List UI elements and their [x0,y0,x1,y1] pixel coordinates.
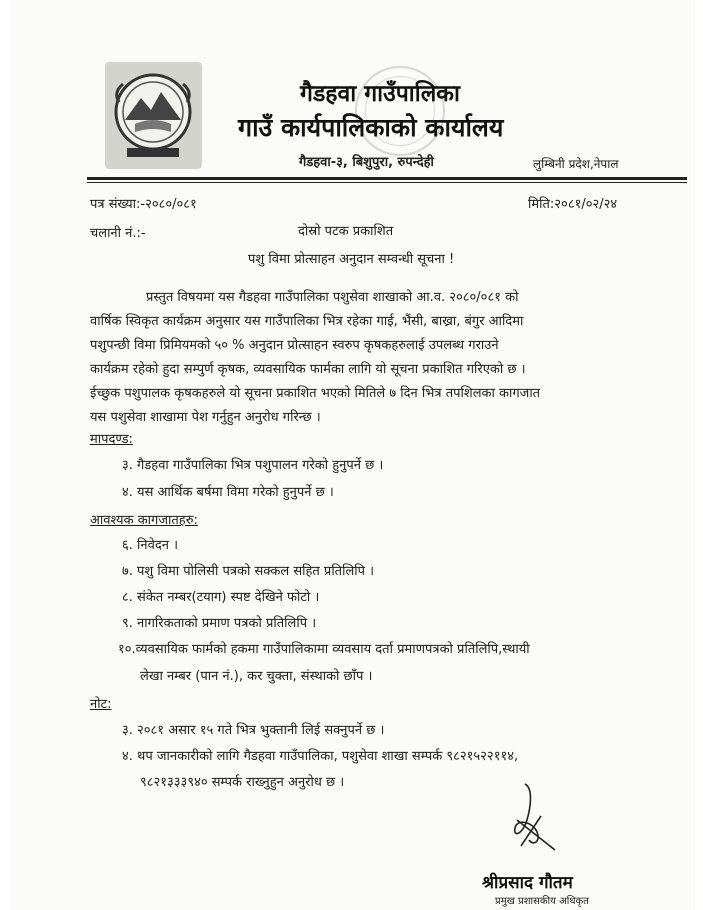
header-divider-thin [87,182,687,183]
signatory-designation: प्रमुख प्रशासकीय अधिकृत [495,896,589,907]
header-divider [87,177,687,180]
document-item: ७. पशु विमा पोलिसी पत्रको सक्कल सहित प्रतिलिपि । [122,564,375,579]
document-item: ८. संकेत नम्बर(टयाग) स्पष्ट देखिने फोटो । [122,590,320,605]
notes-heading: नोट: [90,697,112,712]
body-line: ईच्छुक पशुपालक कृषकहरुले यो सूचना प्रकाशित भएको मितिले ७ दिन भित्र तपशिलका कागजात [90,386,541,401]
document-item-continued: लेखा नम्बर (पान नं.), कर चुक्ता, संस्थाको छाँप । [140,669,373,684]
handwritten-signature [503,776,563,856]
letter-date: मिति:२०८१/०२/२४ [528,197,618,212]
body-line: यस पशुसेवा शाखामा पेश गर्नुहुन अनुरोध गरिन्छ । [90,410,321,425]
body-line: प्रस्तुत विषयमा यस गैडहवा गाउँपालिका पशुसेवा शाखाको आ.व. २०८०/०८१ को [146,290,519,305]
criteria-item: ३. गैडहवा गाउँपालिका भित्र पशुपालन गरेको हुनुपर्ने छ । [122,458,384,473]
province-name: लुम्बिनी प्रदेश,नेपाल [533,157,619,171]
dispatch-number: चलानी नं.:- [90,226,146,241]
government-emblem [105,62,202,169]
edition-note: दोस्रो पटक प्रकाशित [298,224,394,239]
documents-heading: आवश्यक कागजातहरु: [90,513,198,528]
letter-number: पत्र संख्या:-२०८०/०८१ [90,197,197,212]
body-line: वार्षिक स्विकृत कार्यक्रम अनुसार यस गाउँपालिका भित्र रहेका गाई, भैंसी, बाख्रा, बंगुर आदिमा [90,314,524,329]
office-name: गाउँ कार्यपालिकाको कार्यालय [238,113,504,142]
document-item: १०.व्यवसायिक फार्मको हकमा गाउँपालिकामा व्यवसाय दर्ता प्रमाणपत्रको प्रतिलिपि,स्थायी [118,642,530,657]
note-item: ४. थप जानकारीको लागि गैडहवा गाउँपालिका, पशुसेवा शाखा सम्पर्क ९८२१५२२११४, [122,749,519,764]
notice-subject: पशु विमा प्रोत्साहन अनुदान सम्वन्धी सूचना ! [248,252,455,267]
municipality-name: गैडहवा गाउँपालिका [300,81,460,107]
body-line: पशुपन्छी विमा प्रिमियमको ५० % अनुदान प्रोत्साहन स्वरुप कृषकहरुलाई उपलब्ध गराउने [90,338,499,353]
document-item: ६. निवेदन । [122,538,179,553]
office-address: गैडहवा-३, बिशुपुरा, रुपन्देही [299,155,434,170]
note-item-continued: ९८२१३३३९४० सम्पर्क राख्नुहुन अनुरोध छ । [140,775,345,790]
criteria-item: ४. यस आर्थिक बर्षमा विमा गरेको हुनुपर्ने छ । [122,485,334,500]
document-item: ९. नागरिकताको प्रमाण पत्रको प्रतिलिपि । [122,616,317,631]
note-item: ३. २०८१ असार १५ गते भित्र भुक्तानी लिई सक्नुपर्ने छ । [122,723,385,738]
body-line: कार्यक्रम रहेको हुदा सम्पुर्ण कृषक, व्यवसायिक फार्मका लागि यो सूचना प्रकाशित गरिएको छ । [90,362,526,377]
criteria-heading: मापदण्ड: [90,432,133,447]
signatory-name: श्रीप्रसाद गौतम [482,873,573,893]
